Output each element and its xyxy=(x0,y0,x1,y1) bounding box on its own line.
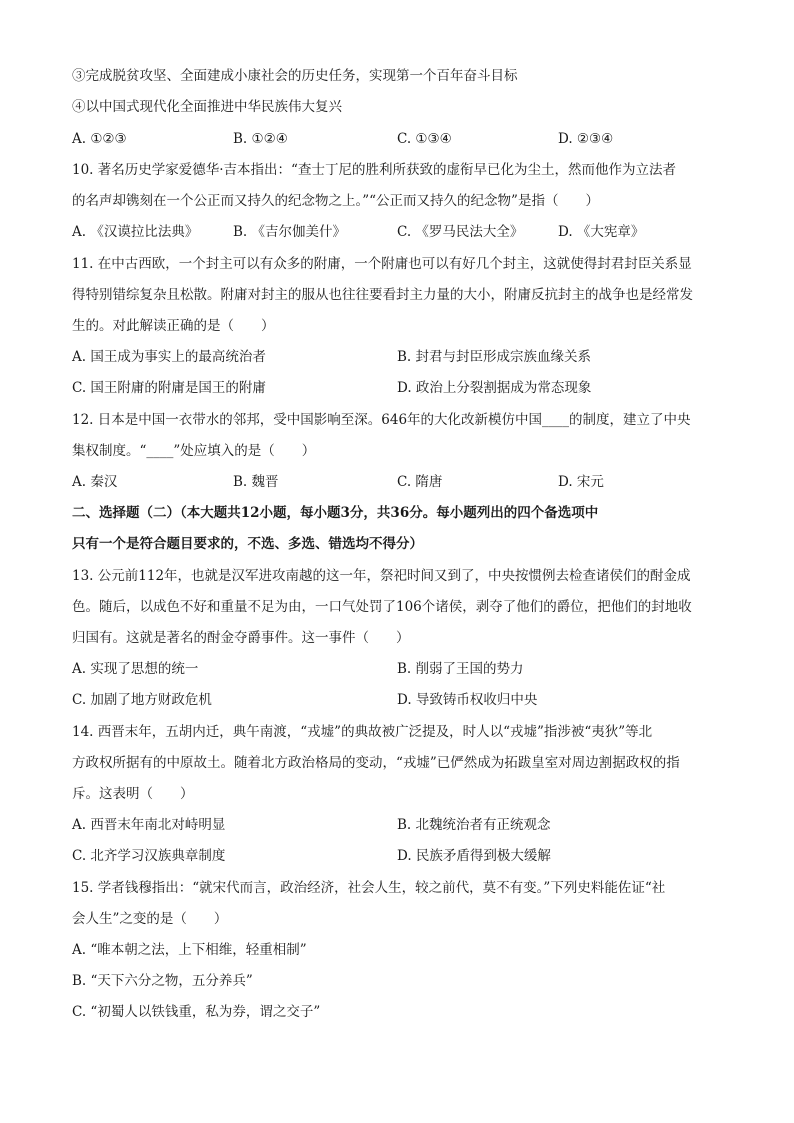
q12-option-a: A. 秦汉 xyxy=(72,474,118,490)
section2-heading-line1: 二、选择题（二）（本大题共12小题，每小题3分，共36分。每小题列出的四个备选项中 xyxy=(72,505,599,521)
q12-option-c: C. 隋唐 xyxy=(397,474,443,490)
q12-stem-line1: 12. 日本是中国一衣带水的邻邦，受中国影响至深。646年的大化改新模仿中国____的制度，建立了中央 xyxy=(72,412,691,428)
q14-option-d: D. 民族矛盾得到极大缓解 xyxy=(397,848,551,864)
prev-option-b: B. ①②④ xyxy=(233,131,288,147)
q13-stem-line1: 13. 公元前112年，也就是汉军进攻南越的这一年，祭祀时间又到了，中央按惯例去检查诸侯们的酎金成 xyxy=(72,568,691,584)
q15-stem-line1: 15. 学者钱穆指出：“就宋代而言，政治经济，社会人生，较之前代，莫不有变。”下列史料能佐证“社 xyxy=(72,880,666,896)
prev-question-item3: ③完成脱贫攻坚、全面建成小康社会的历史任务，实现第一个百年奋斗目标 xyxy=(72,68,518,84)
q11-stem-line2: 得特别错综复杂且松散。附庸对封主的服从也往往要看封主力量的大小，附庸反抗封主的战争也是经常发 xyxy=(72,287,693,303)
q14-option-b: B. 北魏统治者有正统观念 xyxy=(397,817,551,833)
q13-stem-line2: 色。随后，以成色不好和重量不足为由，一口气处罚了106个诸侯，剥夺了他们的爵位，把他们的封地收 xyxy=(72,599,692,615)
q15-option-c: C. “初蜀人以铁钱重，私为券，谓之交子” xyxy=(72,1004,321,1020)
q11-option-d: D. 政治上分裂割据成为常态现象 xyxy=(397,380,592,396)
q12-stem-line2: 集权制度。“____”处应填入的是（ ） xyxy=(72,443,316,459)
q14-option-a: A. 西晋末年南北对峙明显 xyxy=(72,817,226,833)
q15-option-a: A. “唯本朝之法，上下相维，轻重相制” xyxy=(72,942,307,958)
q14-option-c: C. 北齐学习汉族典章制度 xyxy=(72,848,226,864)
q10-option-a: A. 《汉谟拉比法典》 xyxy=(72,224,199,240)
q11-option-b: B. 封君与封臣形成宗族血缘关系 xyxy=(397,349,592,365)
q13-option-b: B. 削弱了王国的势力 xyxy=(397,661,524,677)
q10-option-b: B. 《吉尔伽美什》 xyxy=(233,224,347,240)
q13-option-d: D. 导致铸币权收归中央 xyxy=(397,692,538,708)
prev-option-a: A. ①②③ xyxy=(72,131,127,147)
q10-option-c: C. 《罗马民法大全》 xyxy=(397,224,524,240)
q14-stem-line2: 方政权所据有的中原故土。随着北方政治格局的变动，“戎墟”已俨然成为拓跋皇室对周边割据政权的指 xyxy=(72,755,680,771)
q12-option-d: D. 宋元 xyxy=(558,474,604,490)
prev-option-c: C. ①③④ xyxy=(397,131,452,147)
q13-option-c: C. 加剧了地方财政危机 xyxy=(72,692,212,708)
q11-option-a: A. 国王成为事实上的最高统治者 xyxy=(72,349,266,365)
q11-stem-line1: 11. 在中古西欧，一个封主可以有众多的附庸，一个附庸也可以有好几个封主，这就使得封君封臣关系显 xyxy=(72,256,692,272)
prev-question-item4: ④以中国式现代化全面推进中华民族伟大复兴 xyxy=(72,99,342,115)
q12-option-b: B. 魏晋 xyxy=(233,474,279,490)
q14-stem-line3: 斥。这表明（ ） xyxy=(72,786,194,802)
q11-option-c: C. 国王附庸的附庸是国王的附庸 xyxy=(72,380,266,396)
q11-stem-line3: 生的。对此解读正确的是（ ） xyxy=(72,318,275,334)
prev-option-d: D. ②③④ xyxy=(558,131,614,147)
q10-stem-line1: 10. 著名历史学家爱德华·吉本指出：“查士丁尼的胜利所获致的虚衔早已化为尘土，然而他作为立法者 xyxy=(72,162,676,178)
q15-option-b: B. “天下六分之物，五分养兵” xyxy=(72,973,253,989)
q14-stem-line1: 14. 西晋末年，五胡内迁，典午南渡，“戎墟”的典故被广泛提及，时人以“戎墟”指涉被“夷狄”等北 xyxy=(72,724,653,740)
q15-stem-line2: 会人生”之变的是（ ） xyxy=(72,911,228,927)
q10-stem-line2: 的名声却镌刻在一个公正而又持久的纪念物之上。”“公正而又持久的纪念物”是指（ ） xyxy=(72,193,599,209)
q13-option-a: A. 实现了思想的统一 xyxy=(72,661,199,677)
q10-option-d: D. 《大宪章》 xyxy=(558,224,645,240)
section2-heading-line2: 只有一个是符合题目要求的，不选、多选、错选均不得分） xyxy=(72,536,423,552)
q13-stem-line3: 归国有。这就是著名的酎金夺爵事件。这一事件（ ） xyxy=(72,630,410,646)
